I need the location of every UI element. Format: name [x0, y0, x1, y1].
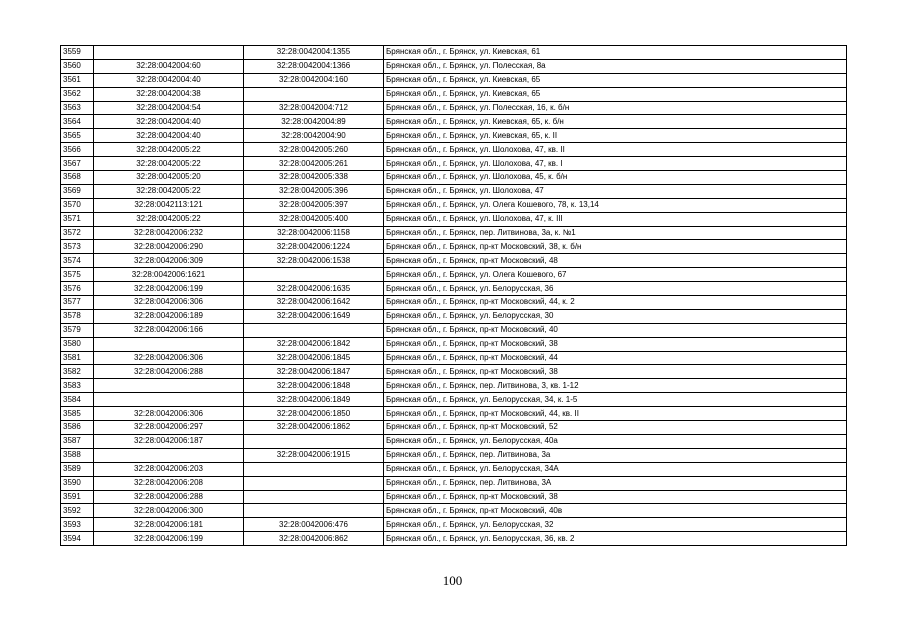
parcel-cadastral-number-cell: 32:28:0042006:306: [94, 296, 244, 310]
parcel-cadastral-number-cell: 32:28:0042004:40: [94, 73, 244, 87]
building-cadastral-number-cell: 32:28:0042005:338: [244, 171, 384, 185]
building-cadastral-number-cell: [244, 268, 384, 282]
row-number-cell: 3591: [61, 490, 94, 504]
building-cadastral-number-cell: 32:28:0042006:1849: [244, 393, 384, 407]
table-row: [61, 143, 847, 157]
address-cell: Брянская обл., г. Брянск, ул. Белорусская, 30: [384, 309, 847, 323]
address-cell: Брянская обл., г. Брянск, пр-кт Московский, 38: [384, 490, 847, 504]
parcel-cadastral-number-cell: [94, 448, 244, 462]
row-number-cell: 3562: [61, 87, 94, 101]
table-row: [61, 296, 847, 310]
address-cell: Брянская обл., г. Брянск, пр-кт Московский, 38, к. б/н: [384, 240, 847, 254]
parcel-cadastral-number-cell: 32:28:0042006:187: [94, 434, 244, 448]
building-cadastral-number-cell: 32:28:0042006:1847: [244, 365, 384, 379]
address-cell: Брянская обл., г. Брянск, ул. Киевская, 65, к. II: [384, 129, 847, 143]
parcel-cadastral-number-cell: 32:28:0042004:54: [94, 101, 244, 115]
table-row: [61, 379, 847, 393]
table-row: [61, 73, 847, 87]
table-row: [61, 157, 847, 171]
parcel-cadastral-number-cell: 32:28:0042006:203: [94, 462, 244, 476]
parcel-cadastral-number-cell: 32:28:0042005:22: [94, 184, 244, 198]
table-row: [61, 87, 847, 101]
parcel-cadastral-number-cell: 32:28:0042006:288: [94, 490, 244, 504]
table-row: [61, 476, 847, 490]
address-cell: Брянская обл., г. Брянск, ул. Киевская, 65: [384, 73, 847, 87]
building-cadastral-number-cell: 32:28:0042006:1649: [244, 309, 384, 323]
row-number-cell: 3573: [61, 240, 94, 254]
parcel-cadastral-number-cell: 32:28:0042004:40: [94, 129, 244, 143]
building-cadastral-number-cell: 32:28:0042006:862: [244, 532, 384, 546]
address-cell: Брянская обл., г. Брянск, ул. Шолохова, 47: [384, 184, 847, 198]
address-cell: Брянская обл., г. Брянск, пер. Литвинова, 3, кв. 1-12: [384, 379, 847, 393]
row-number-cell: 3579: [61, 323, 94, 337]
row-number-cell: 3577: [61, 296, 94, 310]
building-cadastral-number-cell: 32:28:0042006:1224: [244, 240, 384, 254]
table-row: [61, 198, 847, 212]
table-row: [61, 212, 847, 226]
row-number-cell: 3559: [61, 46, 94, 60]
parcel-cadastral-number-cell: 32:28:0042006:189: [94, 309, 244, 323]
row-number-cell: 3571: [61, 212, 94, 226]
row-number-cell: 3587: [61, 434, 94, 448]
parcel-cadastral-number-cell: 32:28:0042006:300: [94, 504, 244, 518]
registry-table-body: [61, 46, 847, 546]
row-number-cell: 3585: [61, 407, 94, 421]
row-number-cell: 3572: [61, 226, 94, 240]
row-number-cell: 3574: [61, 254, 94, 268]
table-row: [61, 101, 847, 115]
building-cadastral-number-cell: 32:28:0042006:1158: [244, 226, 384, 240]
table-row: [61, 309, 847, 323]
registry-table: [60, 45, 847, 546]
address-cell: Брянская обл., г. Брянск, ул. Шолохова, 47, кв. I: [384, 157, 847, 171]
parcel-cadastral-number-cell: 32:28:0042113:121: [94, 198, 244, 212]
table-row: [61, 226, 847, 240]
table-row: [61, 129, 847, 143]
address-cell: Брянская обл., г. Брянск, пр-кт Московский, 40в: [384, 504, 847, 518]
building-cadastral-number-cell: 32:28:0042006:1538: [244, 254, 384, 268]
address-cell: Брянская обл., г. Брянск, пер. Литвинова, 3а: [384, 448, 847, 462]
row-number-cell: 3564: [61, 115, 94, 129]
building-cadastral-number-cell: 32:28:0042006:1848: [244, 379, 384, 393]
parcel-cadastral-number-cell: 32:28:0042006:199: [94, 282, 244, 296]
row-number-cell: 3567: [61, 157, 94, 171]
table-row: [61, 365, 847, 379]
address-cell: Брянская обл., г. Брянск, ул. Киевская, 61: [384, 46, 847, 60]
parcel-cadastral-number-cell: 32:28:0042006:306: [94, 351, 244, 365]
row-number-cell: 3578: [61, 309, 94, 323]
parcel-cadastral-number-cell: 32:28:0042004:38: [94, 87, 244, 101]
building-cadastral-number-cell: 32:28:0042004:89: [244, 115, 384, 129]
table-row: [61, 59, 847, 73]
row-number-cell: 3586: [61, 421, 94, 435]
building-cadastral-number-cell: 32:28:0042006:1845: [244, 351, 384, 365]
building-cadastral-number-cell: 32:28:0042004:1355: [244, 46, 384, 60]
building-cadastral-number-cell: [244, 87, 384, 101]
parcel-cadastral-number-cell: 32:28:0042006:181: [94, 518, 244, 532]
row-number-cell: 3592: [61, 504, 94, 518]
building-cadastral-number-cell: 32:28:0042005:261: [244, 157, 384, 171]
row-number-cell: 3594: [61, 532, 94, 546]
parcel-cadastral-number-cell: 32:28:0042006:290: [94, 240, 244, 254]
address-cell: Брянская обл., г. Брянск, пр-кт Московский, 44: [384, 351, 847, 365]
parcel-cadastral-number-cell: [94, 46, 244, 60]
parcel-cadastral-number-cell: [94, 393, 244, 407]
row-number-cell: 3581: [61, 351, 94, 365]
row-number-cell: 3590: [61, 476, 94, 490]
parcel-cadastral-number-cell: 32:28:0042006:288: [94, 365, 244, 379]
row-number-cell: 3570: [61, 198, 94, 212]
table-row: [61, 518, 847, 532]
table-row: [61, 504, 847, 518]
building-cadastral-number-cell: [244, 462, 384, 476]
table-row: [61, 171, 847, 185]
address-cell: Брянская обл., г. Брянск, ул. Белорусская, 40а: [384, 434, 847, 448]
page-number: 100: [442, 573, 463, 588]
parcel-cadastral-number-cell: 32:28:0042005:22: [94, 143, 244, 157]
table-row: [61, 184, 847, 198]
building-cadastral-number-cell: 32:28:0042006:476: [244, 518, 384, 532]
row-number-cell: 3583: [61, 379, 94, 393]
parcel-cadastral-number-cell: 32:28:0042006:306: [94, 407, 244, 421]
row-number-cell: 3593: [61, 518, 94, 532]
building-cadastral-number-cell: 32:28:0042006:1842: [244, 337, 384, 351]
address-cell: Брянская обл., г. Брянск, ул. Киевская, 65, к. б/н: [384, 115, 847, 129]
table-row: [61, 490, 847, 504]
address-cell: Брянская обл., г. Брянск, пр-кт Московский, 38: [384, 337, 847, 351]
address-cell: Брянская обл., г. Брянск, пер. Литвинова, 3а, к. №1: [384, 226, 847, 240]
row-number-cell: 3563: [61, 101, 94, 115]
building-cadastral-number-cell: 32:28:0042006:1850: [244, 407, 384, 421]
address-cell: Брянская обл., г. Брянск, пр-кт Московский, 40: [384, 323, 847, 337]
table-row: [61, 462, 847, 476]
table-row: [61, 337, 847, 351]
parcel-cadastral-number-cell: [94, 379, 244, 393]
table-row: [61, 448, 847, 462]
row-number-cell: 3582: [61, 365, 94, 379]
table-row: [61, 407, 847, 421]
building-cadastral-number-cell: 32:28:0042006:1862: [244, 421, 384, 435]
address-cell: Брянская обл., г. Брянск, ул. Олега Кошевого, 78, к. 13,14: [384, 198, 847, 212]
address-cell: Брянская обл., г. Брянск, ул. Олега Кошевого, 67: [384, 268, 847, 282]
parcel-cadastral-number-cell: 32:28:0042006:297: [94, 421, 244, 435]
address-cell: Брянская обл., г. Брянск, ул. Шолохова, 47, к. III: [384, 212, 847, 226]
table-row: [61, 351, 847, 365]
building-cadastral-number-cell: 32:28:0042004:1366: [244, 59, 384, 73]
parcel-cadastral-number-cell: 32:28:0042005:20: [94, 171, 244, 185]
building-cadastral-number-cell: 32:28:0042006:1915: [244, 448, 384, 462]
address-cell: Брянская обл., г. Брянск, ул. Полесская, 8а: [384, 59, 847, 73]
row-number-cell: 3561: [61, 73, 94, 87]
building-cadastral-number-cell: 32:28:0042004:160: [244, 73, 384, 87]
parcel-cadastral-number-cell: 32:28:0042005:22: [94, 212, 244, 226]
row-number-cell: 3580: [61, 337, 94, 351]
table-row: [61, 254, 847, 268]
building-cadastral-number-cell: [244, 476, 384, 490]
building-cadastral-number-cell: 32:28:0042005:400: [244, 212, 384, 226]
address-cell: Брянская обл., г. Брянск, ул. Белорусская, 36, кв. 2: [384, 532, 847, 546]
parcel-cadastral-number-cell: [94, 337, 244, 351]
parcel-cadastral-number-cell: 32:28:0042005:22: [94, 157, 244, 171]
row-number-cell: 3576: [61, 282, 94, 296]
building-cadastral-number-cell: 32:28:0042006:1642: [244, 296, 384, 310]
building-cadastral-number-cell: 32:28:0042005:396: [244, 184, 384, 198]
table-row: [61, 268, 847, 282]
address-cell: Брянская обл., г. Брянск, пер. Литвинова, 3А: [384, 476, 847, 490]
row-number-cell: 3588: [61, 448, 94, 462]
table-row: [61, 393, 847, 407]
building-cadastral-number-cell: [244, 323, 384, 337]
parcel-cadastral-number-cell: 32:28:0042004:60: [94, 59, 244, 73]
building-cadastral-number-cell: [244, 434, 384, 448]
address-cell: Брянская обл., г. Брянск, пр-кт Московский, 48: [384, 254, 847, 268]
parcel-cadastral-number-cell: 32:28:0042006:309: [94, 254, 244, 268]
building-cadastral-number-cell: [244, 504, 384, 518]
parcel-cadastral-number-cell: 32:28:0042006:1621: [94, 268, 244, 282]
row-number-cell: 3589: [61, 462, 94, 476]
building-cadastral-number-cell: 32:28:0042005:260: [244, 143, 384, 157]
address-cell: Брянская обл., г. Брянск, ул. Киевская, 65: [384, 87, 847, 101]
building-cadastral-number-cell: [244, 490, 384, 504]
table-row: [61, 421, 847, 435]
address-cell: Брянская обл., г. Брянск, пр-кт Московский, 44, кв. II: [384, 407, 847, 421]
parcel-cadastral-number-cell: 32:28:0042006:232: [94, 226, 244, 240]
parcel-cadastral-number-cell: 32:28:0042006:166: [94, 323, 244, 337]
row-number-cell: 3560: [61, 59, 94, 73]
table-row: [61, 323, 847, 337]
row-number-cell: 3568: [61, 171, 94, 185]
parcel-cadastral-number-cell: 32:28:0042006:208: [94, 476, 244, 490]
address-cell: Брянская обл., г. Брянск, пр-кт Московский, 52: [384, 421, 847, 435]
address-cell: Брянская обл., г. Брянск, пр-кт Московский, 44, к. 2: [384, 296, 847, 310]
parcel-cadastral-number-cell: 32:28:0042006:199: [94, 532, 244, 546]
address-cell: Брянская обл., г. Брянск, ул. Белорусская, 32: [384, 518, 847, 532]
address-cell: Брянская обл., г. Брянск, ул. Белорусская, 34А: [384, 462, 847, 476]
table-row: [61, 532, 847, 546]
table-row: [61, 282, 847, 296]
address-cell: Брянская обл., г. Брянск, ул. Шолохова, 47, кв. II: [384, 143, 847, 157]
address-cell: Брянская обл., г. Брянск, ул. Белорусская, 36: [384, 282, 847, 296]
row-number-cell: 3584: [61, 393, 94, 407]
table-row: [61, 240, 847, 254]
building-cadastral-number-cell: 32:28:0042004:712: [244, 101, 384, 115]
building-cadastral-number-cell: 32:28:0042004:90: [244, 129, 384, 143]
address-cell: Брянская обл., г. Брянск, пр-кт Московский, 38: [384, 365, 847, 379]
row-number-cell: 3569: [61, 184, 94, 198]
address-cell: Брянская обл., г. Брянск, ул. Белорусская, 34, к. 1-5: [384, 393, 847, 407]
building-cadastral-number-cell: 32:28:0042005:397: [244, 198, 384, 212]
table-row: [61, 434, 847, 448]
table-row: [61, 46, 847, 60]
address-cell: Брянская обл., г. Брянск, ул. Шолохова, 45, к. б/н: [384, 171, 847, 185]
row-number-cell: 3565: [61, 129, 94, 143]
address-cell: Брянская обл., г. Брянск, ул. Полесская, 16, к. б/н: [384, 101, 847, 115]
parcel-cadastral-number-cell: 32:28:0042004:40: [94, 115, 244, 129]
row-number-cell: 3575: [61, 268, 94, 282]
building-cadastral-number-cell: 32:28:0042006:1635: [244, 282, 384, 296]
row-number-cell: 3566: [61, 143, 94, 157]
table-row: [61, 115, 847, 129]
